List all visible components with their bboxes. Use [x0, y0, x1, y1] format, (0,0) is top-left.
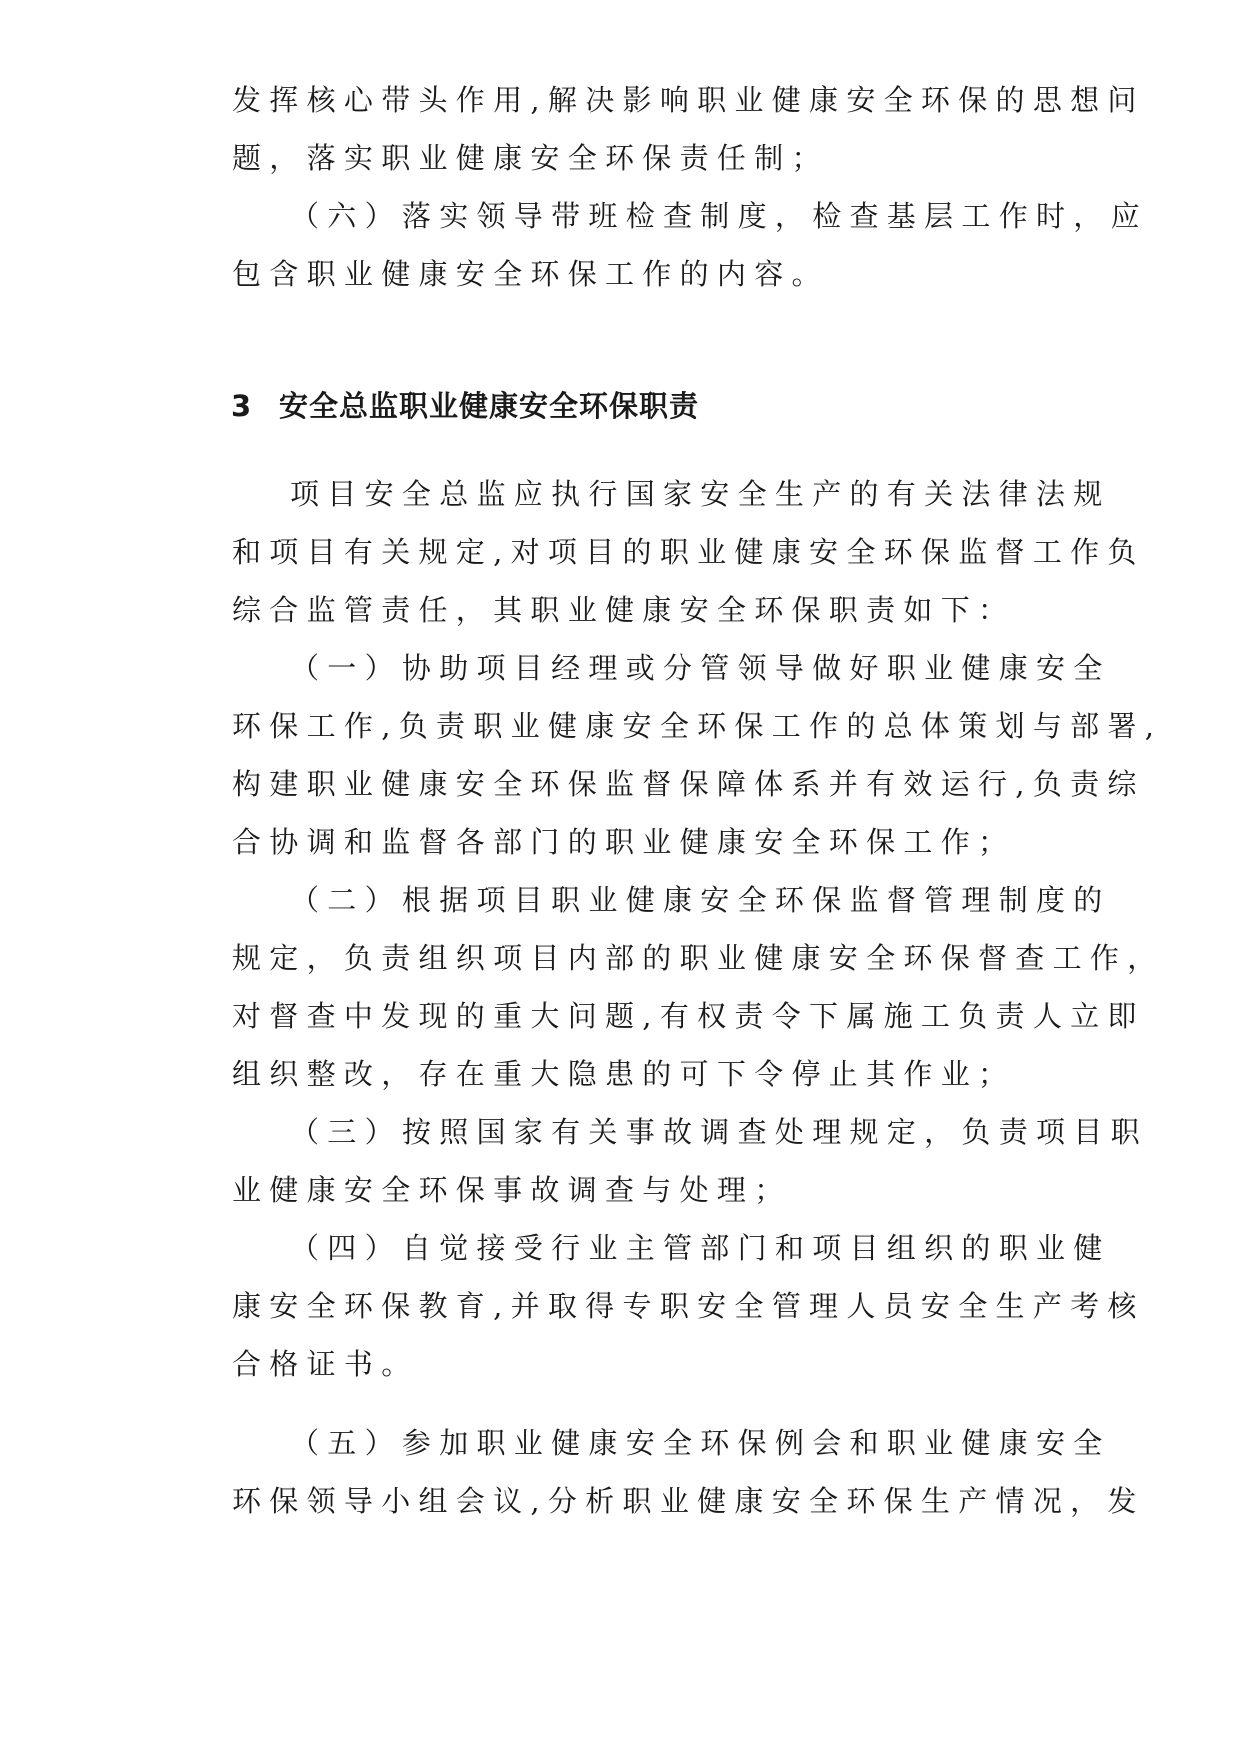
paragraph-line: 合格证书。 [232, 1347, 419, 1381]
paragraph-line: 组织整改，存在重大隐患的可下令停止其作业； [232, 1057, 1016, 1091]
paragraph-line: 环保工作,负责职业健康安全环保工作的总体策划与部署, [232, 709, 1163, 743]
paragraph-line: 对督查中发现的重大问题,有权责令下属施工负责人立即 [232, 999, 1145, 1033]
paragraph-line: 环保领导小组会议,分析职业健康安全环保生产情况，发 [232, 1484, 1145, 1518]
paragraph-line: 综合监管责任，其职业健康安全环保职责如下： [232, 593, 1016, 627]
paragraph-line: 和项目有关规定,对项目的职业健康安全环保监督工作负 [232, 535, 1145, 569]
paragraph-line: 包含职业健康安全环保工作的内容。 [232, 257, 829, 291]
section-number: 3 [231, 389, 252, 423]
paragraph-line: （一）协助项目经理或分管领导做好职业健康安全 [290, 651, 1111, 685]
section-title: 安全总监职业健康安全环保职责 [279, 389, 700, 423]
paragraph-line: （二）根据项目职业健康安全环保监督管理制度的 [290, 883, 1111, 917]
section-heading [231, 381, 699, 431]
paragraph-line: （六）落实领导带班检查制度，检查基层工作时，应 [290, 199, 1148, 233]
paragraph-line: 构建职业健康安全环保监督保障体系并有效运行,负责综 [232, 767, 1145, 801]
paragraph-line: 项目安全总监应执行国家安全生产的有关法律法规 [290, 477, 1111, 511]
paragraph-line: 规定，负责组织项目内部的职业健康安全环保督查工作， [232, 941, 1165, 975]
paragraph-line: （四）自觉接受行业主管部门和项目组织的职业健 [290, 1231, 1111, 1265]
paragraph-line: 业健康安全环保事故调查与处理； [232, 1173, 792, 1207]
paragraph-line: 发挥核心带头作用,解决影响职业健康安全环保的思想问 [232, 83, 1145, 117]
paragraph-line: （三）按照国家有关事故调查处理规定，负责项目职 [290, 1115, 1148, 1149]
paragraph-line: 康安全环保教育,并取得专职安全管理人员安全生产考核 [232, 1289, 1145, 1323]
paragraph-line: （五）参加职业健康安全环保例会和职业健康安全 [290, 1426, 1111, 1460]
paragraph-line: 合协调和监督各部门的职业健康安全环保工作； [232, 825, 1016, 859]
paragraph-line: 题，落实职业健康安全环保责任制； [232, 141, 829, 175]
